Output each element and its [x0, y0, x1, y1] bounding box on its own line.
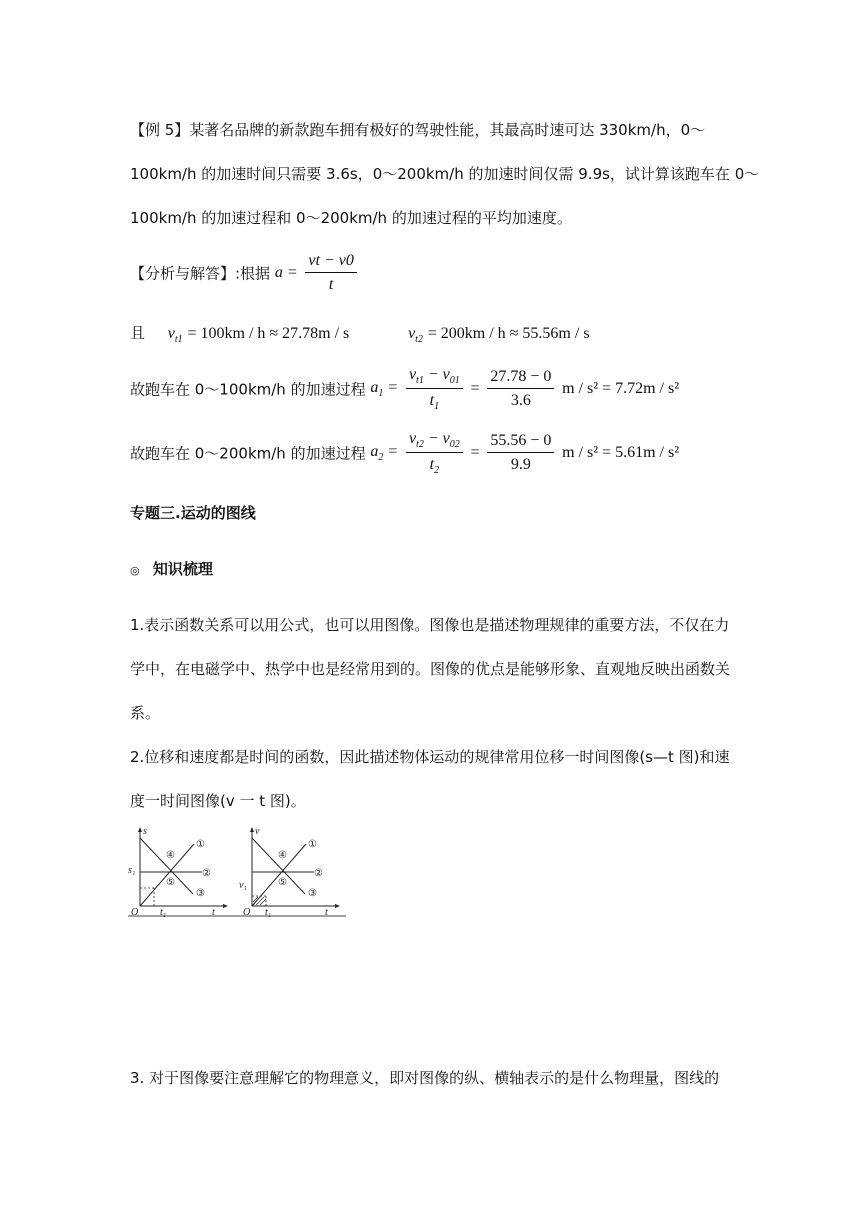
left-marker-4: ④ [166, 850, 175, 861]
section-title: 专题三.运动的图线 [130, 504, 256, 522]
left-origin-label: O [131, 907, 139, 918]
v1-expression: = 100km / h ≈ 27.78m / s [187, 325, 350, 342]
a1-result: m / s² = 7.72m / s² [562, 380, 679, 398]
right-origin-label: O [243, 907, 251, 918]
a2-numeric-fraction [487, 432, 554, 474]
right-marker-3: ③ [308, 888, 317, 899]
right-t1-label: t₁ [265, 907, 272, 918]
velocity-row: 且 $v_{t1} = 100km / h \approx 27.78m / s$ $v_{t2} = 200km / h \approx 55.56m / s$ [130, 324, 590, 346]
v2-expression: = 200km / h ≈ 55.56m / s [427, 325, 590, 342]
right-y-axis-label: v [255, 826, 260, 837]
paragraph-1-line-1: 1.表示函数关系可以用公式，也可以用图像。图像也是描述物理规律的重要方法，不仅在力 [130, 616, 730, 634]
left-marker-2: ② [202, 868, 211, 879]
solution-label: 【分析与解答】:根据 [130, 264, 271, 283]
paragraph-2-line-1: 2.位移和速度都是时间的函数，因此描述物体运动的规律常用位移一时间图像(s—t 图)和速 [130, 748, 730, 766]
left-y-axis-label: s [143, 826, 147, 837]
solution-row [130, 252, 360, 294]
a2-denominator: 9.9 [510, 456, 531, 474]
right-marker-4: ④ [278, 850, 287, 861]
v-t-graph [239, 826, 340, 918]
right-marker-1: ① [308, 839, 317, 850]
a2-prefix: 故跑车在 0～200km/h 的加速过程 [130, 444, 366, 463]
section-subtitle-row [130, 558, 213, 579]
left-t1-label: t₁ [160, 907, 167, 918]
example-line-3: 100km/h 的加速过程和 0～200km/h 的加速过程的平均加速度。 [130, 209, 572, 227]
a2-row: 故跑车在 0～200km/h 的加速过程 $a_2$ = $\frac{v_{t2} - v_{02}}{t_2}$ = $\frac{55.56 - 0}{9.9}$ m / s² = 5.61m / s² [130, 430, 679, 477]
right-marker-2: ② [314, 868, 323, 879]
formula-fraction [305, 252, 356, 294]
a1-prefix: 故跑车在 0～100km/h 的加速过程 [130, 380, 366, 399]
a1-denominator: 3.6 [510, 392, 531, 410]
a2-result: m / s² = 5.61m / s² [562, 444, 679, 462]
formula-denominator: t [328, 276, 334, 293]
a1-symbolic-fraction: $\frac{v_{t1} - v_{01}}{t_1}$ [406, 366, 463, 412]
section-subtitle: 知识梳理 [152, 560, 213, 578]
a2-numerator: 55.56 − 0 [487, 432, 554, 453]
formula-numerator: vt − v0 [305, 252, 356, 273]
paragraph-1-line-2: 学中，在电磁学中、热学中也是经常用到的。图像的优点是能够形象、直观地反映出函数关 [130, 660, 731, 678]
a2-symbolic-fraction: $\frac{v_{t2} - v_{02}}{t_2}$ [406, 430, 463, 476]
left-marker-3: ③ [196, 888, 205, 899]
paragraph-1-line-3: 系。 [130, 704, 161, 722]
a1-numeric-fraction [487, 368, 554, 410]
paragraph-3-line-1: 3. 对于图像要注意理解它的物理意义，即对图像的纵、横轴表示的是什么物理量，图线的 [130, 1069, 720, 1087]
paragraph-2-line-2: 度一时间图像(v 一 t 图)。 [130, 792, 306, 810]
s-t-graph [128, 826, 228, 918]
right-x-axis-label: t [325, 907, 328, 918]
example-line-1: 【例 5】某著名品牌的新款跑车拥有极好的驾驶性能，其最高时速可达 330km/h，0～ [130, 121, 706, 139]
right-marker-5: ⑤ [278, 877, 287, 888]
left-x-axis-label: t [212, 907, 215, 918]
a1-row: 故跑车在 0～100km/h 的加速过程 $a_1$ = $\frac{v_{t1} - v_{01}}{t_1}$ = $\frac{27.78 - 0}{3.6}$ m / s² = 7.72m / s² [130, 366, 679, 413]
left-marker-5: ⑤ [166, 877, 175, 888]
example-line-2: 100km/h 的加速时间只需要 3.6s，0～200km/h 的加速时间仅需 9.9s，试计算该跑车在 0～ [130, 165, 760, 183]
left-level-label: s₁ [128, 865, 136, 876]
and-label: 且 [130, 324, 146, 342]
bullet-icon: ◎ [130, 564, 140, 577]
left-marker-1: ① [196, 839, 205, 850]
formula-lhs: a = [274, 264, 298, 281]
right-level-label: v₁ [239, 880, 247, 891]
motion-graphs-figure [128, 826, 346, 918]
a1-numerator: 27.78 − 0 [487, 368, 554, 389]
